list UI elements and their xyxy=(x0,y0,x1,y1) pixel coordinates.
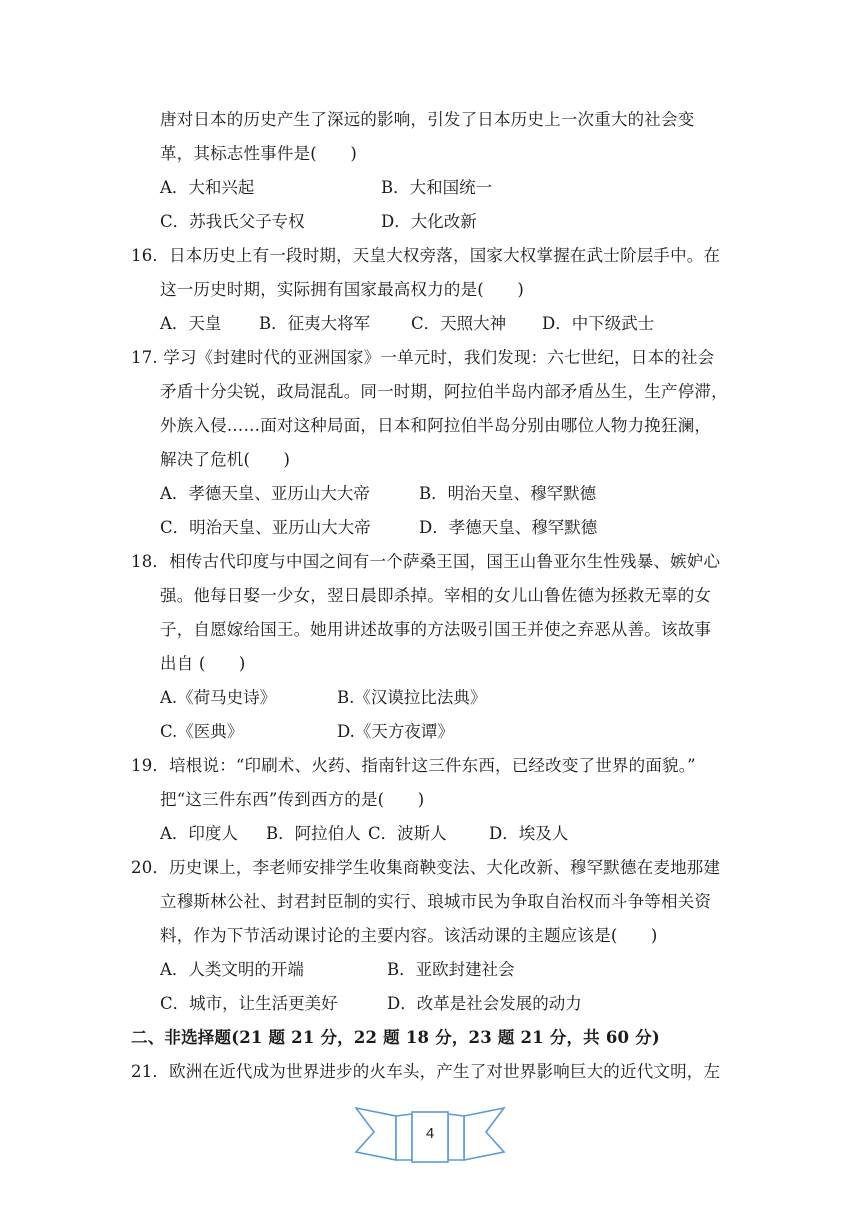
q20-text-line-2: 立穆斯林公社、封君封臣制的实行、琅城市民为争取自治权而斗争等相关资 xyxy=(160,892,712,911)
section-two-heading-text: 二、非选择题(21 题 21 分，22 题 18 分，23 题 21 分，共 60 分) xyxy=(131,1028,660,1047)
q18-text-line-1: 18．相传古代印度与中国之间有一个萨桑王国，国王山鲁亚尔生性残暴、嫉妒心 xyxy=(131,552,721,571)
q17-option-a[interactable]: A．孝德天皇、亚历山大大帝 xyxy=(160,484,370,503)
q15-option-a[interactable]: A．大和兴起 xyxy=(160,178,255,197)
q17-text-line-2: 矛盾十分尖锐，政局混乱。同一时期，阿拉伯半岛内部矛盾丛生，生产停滞， xyxy=(160,382,728,401)
q16-option-a[interactable]: A．天皇 xyxy=(160,314,222,333)
q18-text-line-3: 子，自愿嫁给国王。她用讲述故事的方法吸引国王并使之弃恶从善。该故事 xyxy=(160,620,712,639)
q17-text-line-4: 解决了危机( ) xyxy=(160,450,291,469)
q16-option-c[interactable]: C．天照大神 xyxy=(411,314,507,333)
q17-option-c[interactable]: C．明治天皇、亚历山大大帝 xyxy=(160,518,371,537)
q19-text-line-2: 把“这三件东西”传到西方的是( ) xyxy=(160,790,425,809)
page-number-ribbon xyxy=(352,1104,508,1168)
q17-text-line-3: 外族入侵……面对这种局面，日本和阿拉伯半岛分别由哪位人物力挽狂澜， xyxy=(160,416,712,435)
q20-option-d[interactable]: D．改革是社会发展的动力 xyxy=(387,994,582,1013)
q21-text-line-1: 21．欧洲在近代成为世界进步的火车头，产生了对世界影响巨大的近代文明，左 xyxy=(131,1062,721,1081)
q16-text-line-2: 这一历史时期，实际拥有国家最高权力的是( ) xyxy=(160,280,524,299)
q20-option-a[interactable]: A．人类文明的开端 xyxy=(160,960,304,979)
q20-option-b[interactable]: B．亚欧封建社会 xyxy=(387,960,515,979)
q15-option-b[interactable]: B．大和国统一 xyxy=(381,178,493,197)
q16-option-d[interactable]: D．中下级武士 xyxy=(542,314,655,333)
q17-option-d[interactable]: D．孝德天皇、穆罕默德 xyxy=(419,518,598,537)
q20-option-c[interactable]: C．城市，让生活更美好 xyxy=(160,994,338,1013)
q15-option-d[interactable]: D．大化改新 xyxy=(381,212,477,231)
q16-option-b[interactable]: B．征夷大将军 xyxy=(259,314,371,333)
q18-option-c[interactable]: C.《医典》 xyxy=(160,722,244,741)
q18-option-a[interactable]: A.《荷马史诗》 xyxy=(160,688,277,707)
q19-option-d[interactable]: D．埃及人 xyxy=(489,824,569,843)
q15-text-line-2: 革，其标志性事件是( ) xyxy=(160,144,357,163)
page-number: 4 xyxy=(425,1125,435,1142)
q20-text-line-3: 料，作为下节活动课讨论的主要内容。该活动课的主题应该是( ) xyxy=(160,926,658,945)
q20-text-line-1: 20．历史课上，李老师安排学生收集商鞅变法、大化改新、穆罕默德在麦地那建 xyxy=(131,858,721,877)
q15-text-line-1: 唐对日本的历史产生了深远的影响，引发了日本历史上一次重大的社会变 xyxy=(160,110,695,129)
section-two-heading xyxy=(131,1027,660,1049)
q16-text-line-1: 16．日本历史上有一段时期，天皇大权旁落，国家大权掌握在武士阶层手中。在 xyxy=(131,246,721,265)
q19-option-a[interactable]: A．印度人 xyxy=(160,824,238,843)
q18-option-b[interactable]: B.《汉谟拉比法典》 xyxy=(337,688,487,707)
q18-option-d[interactable]: D.《天方夜谭》 xyxy=(337,722,454,741)
q19-text-line-1: 19．培根说：“印刷术、火药、指南针这三件东西，已经改变了世界的面貌。” xyxy=(131,756,696,775)
q19-option-b[interactable]: B．阿拉伯人 xyxy=(266,824,361,843)
q17-text-line-1: 17. 学习《封建时代的亚洲国家》一单元时，我们发现：六七世纪，日本的社会 xyxy=(131,348,715,367)
q17-option-b[interactable]: B．明治天皇、穆罕默德 xyxy=(419,484,597,503)
q19-option-c[interactable]: C．波斯人 xyxy=(368,824,447,843)
q18-text-line-4: 出自 ( ) xyxy=(160,654,246,673)
q18-text-line-2: 强。他每日娶一少女，翌日晨即杀掉。宰相的女儿山鲁佐德为拯救无辜的女 xyxy=(160,586,712,605)
q15-option-c[interactable]: C．苏我氏父子专权 xyxy=(160,212,305,231)
